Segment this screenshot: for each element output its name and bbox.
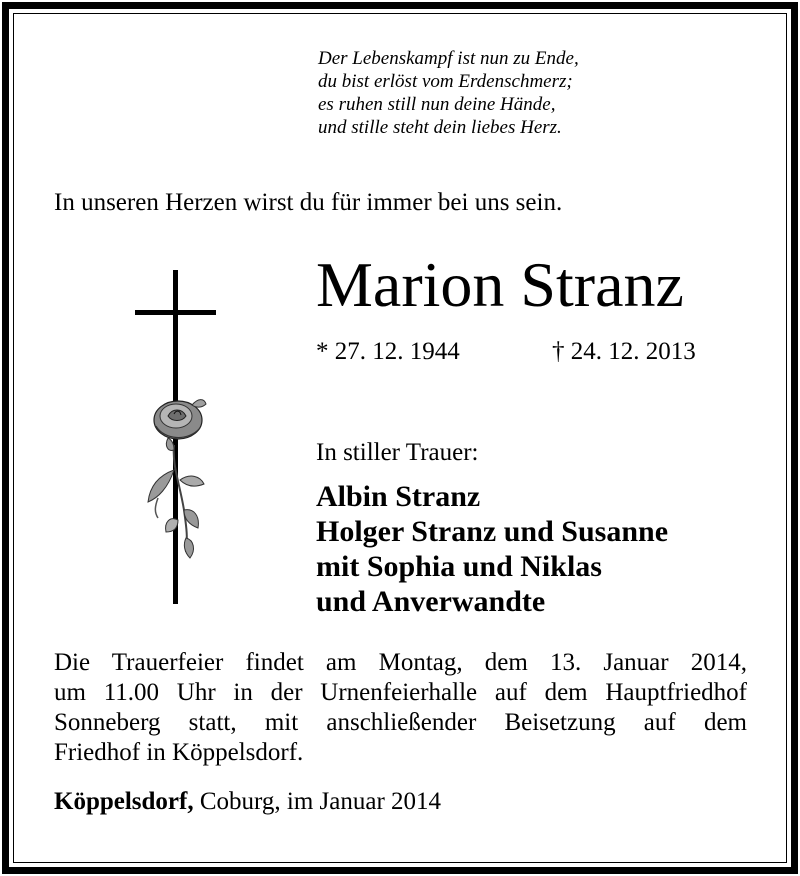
poem-line-2: du bist erlöst vom Erdenschmerz; — [318, 71, 573, 92]
closing-place: Köppelsdorf, — [54, 788, 194, 815]
intro-text: In unseren Herzen wirst du für immer bei uns sein. — [54, 189, 563, 216]
mourner-list — [316, 479, 668, 619]
cross-with-rose-icon — [128, 270, 228, 610]
funeral-line-4: Friedhof in Köppelsdorf. — [54, 739, 304, 766]
birth-date: * 27. 12. 1944 — [316, 338, 460, 365]
mourner-line-3: mit Sophia und Niklas — [316, 550, 602, 583]
funeral-line-2: um 11.00 Uhr in der Urnenfeierhalle auf dem Hauptfriedhof — [54, 679, 747, 706]
death-date: † 24. 12. 2013 — [552, 338, 696, 365]
funeral-line-3: Sonneberg statt, mit anschließender Beisetzung auf dem — [54, 709, 747, 736]
closing-rest: Coburg, im Januar 2014 — [193, 788, 442, 815]
funeral-line-1: Die Trauerfeier findet am Montag, dem 13. Januar 2014, — [54, 649, 747, 676]
poem-line-3: es ruhen still nun deine Hände, — [318, 94, 556, 115]
deceased-name: Marion Stranz — [316, 249, 684, 320]
funeral-notice — [54, 648, 747, 768]
mourner-line-4: und Anverwandte — [316, 585, 546, 618]
mourner-line-1: Albin Stranz — [316, 480, 481, 513]
closing-line — [54, 788, 441, 816]
poem-line-4: und stille steht dein liebes Herz. — [318, 117, 562, 138]
mourner-line-2: Holger Stranz und Susanne — [316, 515, 669, 548]
mourning-label: In stiller Trauer: — [316, 439, 479, 466]
poem — [318, 47, 579, 139]
poem-line-1: Der Lebenskampf ist nun zu Ende, — [318, 48, 579, 69]
